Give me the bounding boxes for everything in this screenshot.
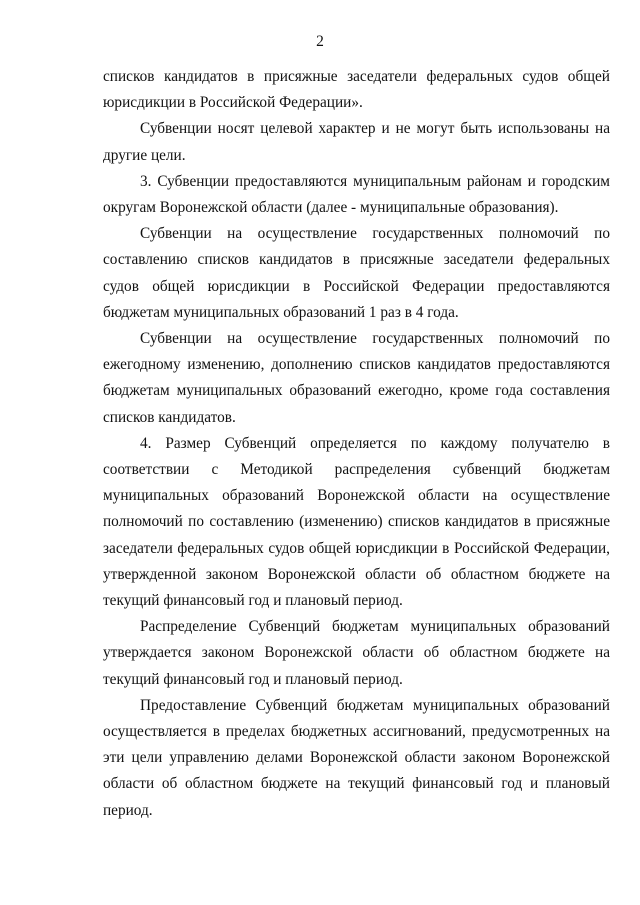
page-number: 2 [316, 33, 324, 50]
paragraph-4: Субвенции на осуществление государственных полномочий по составлению списков кандидатов в присяжные заседатели федеральных судов общей юрисдикции в Российской Федерации предоставляются бюджетам муниципальных образований 1 раз в 4 года. [103, 225, 610, 321]
body-text [103, 64, 610, 824]
paragraph-7: Распределение Субвенций бюджетам муниципальных образований утверждается законом Воронежской области об областном бюджете на текущий финансовый год и плановый период. [103, 618, 610, 688]
paragraph-2: Субвенции носят целевой характер и не могут быть использованы на другие цели. [103, 120, 610, 164]
paragraph-1: списков кандидатов в присяжные заседатели федеральных судов общей юрисдикции в Российской Федерации». [103, 68, 610, 112]
paragraph-6: 4. Размер Субвенций определяется по каждому получателю в соответствии с Методикой распределения субвенций бюджетам муниципальных образований Воронежской области на осуществление полномочий по составлению (изменению) списков кандидатов в присяжные заседатели федеральных судов общей юрисдикции в Российской Федерации, утвержденной законом Воронежской области об областном бюджете на текущий финансовый год и плановый период. [103, 434, 610, 610]
paragraph-3: 3. Субвенции предоставляются муниципальным районам и городским округам Воронежской области (далее - муниципальные образования). [103, 172, 610, 217]
paragraph-5: Субвенции на осуществление государственных полномочий по ежегодному изменению, дополнению списков кандидатов предоставляются бюджетам муниципальных образований ежегодно, кроме года составления списков кандидатов. [103, 330, 610, 426]
paragraph-8: Предоставление Субвенций бюджетам муниципальных образований осуществляется в пределах бюджетных ассигнований, предусмотренных на эти цели управлению делами Воронежской области законом Воронежской области об областном бюджете на текущий финансовый год и плановый период. [103, 696, 610, 819]
